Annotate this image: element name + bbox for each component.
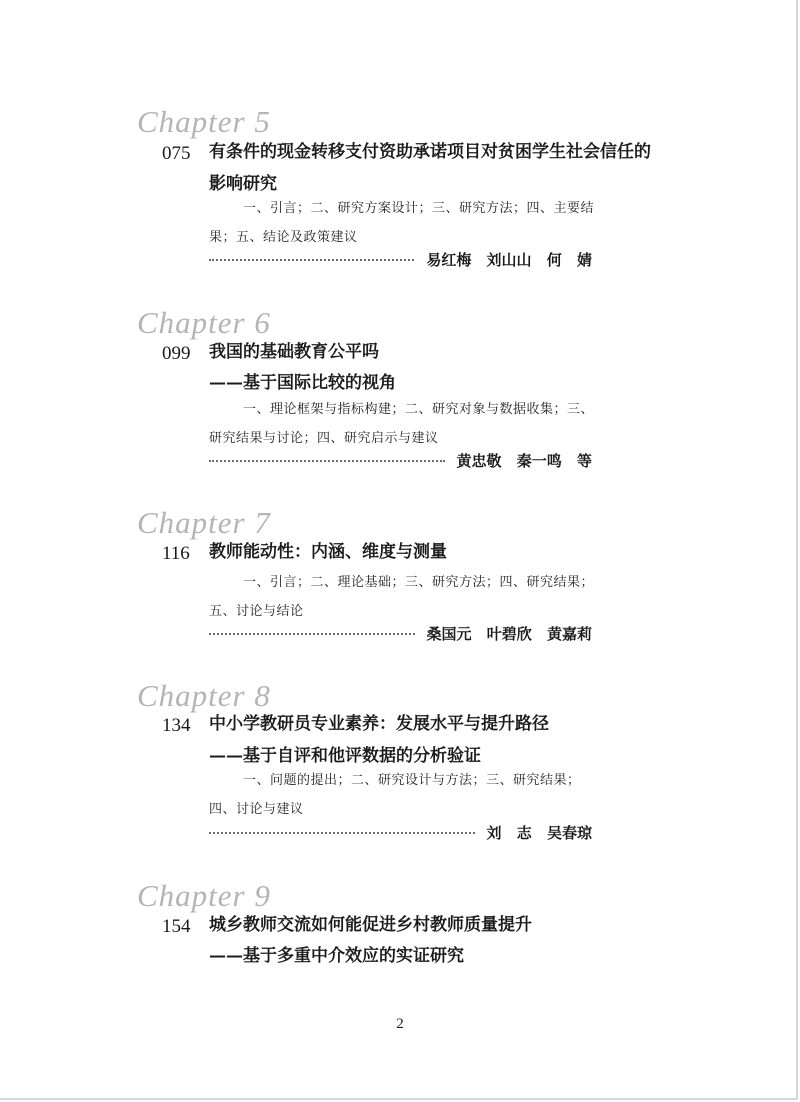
chapter-page-number: 134 — [162, 715, 191, 736]
chapter-label: Chapter 6 — [137, 305, 271, 340]
chapter-page-number: 099 — [162, 343, 191, 364]
page-number: 2 — [396, 1016, 404, 1032]
dot-leader — [209, 259, 414, 261]
chapter-sections: 一、理论框架与指标构建；二、研究对象与数据收集；三、研究结果与讨论；四、研究启示与建议 — [209, 402, 595, 446]
author-line — [209, 249, 592, 269]
chapter-page-number: 075 — [162, 143, 191, 164]
chapter-title: 城乡教师交流如何能促进乡村教师质量提升 — [209, 915, 532, 935]
dot-leader — [209, 633, 415, 635]
chapter-authors: 易红梅 刘山山 何 婧 — [426, 250, 592, 269]
chapter-label: Chapter 9 — [137, 878, 271, 913]
author-line — [209, 623, 592, 643]
chapter-title: 中小学教研员专业素养：发展水平与提升路径 — [209, 714, 549, 734]
chapter-title-continued: 影响研究 — [209, 174, 277, 194]
chapter-title: 有条件的现金转移支付资助承诺项目对贫困学生社会信任的 — [209, 142, 651, 162]
chapter-subtitle: ——基于自评和他评数据的分析验证 — [209, 746, 481, 766]
chapter-label: Chapter 7 — [137, 505, 271, 540]
chapter-authors: 刘 志 吴春琼 — [486, 823, 592, 842]
chapter-label: Chapter 8 — [137, 678, 271, 713]
chapter-sections: 一、问题的提出；二、研究设计与方法；三、研究结果；四、讨论与建议 — [209, 773, 581, 817]
chapter-title: 我国的基础教育公平吗 — [209, 342, 379, 362]
chapter-subtitle: ——基于国际比较的视角 — [209, 373, 396, 393]
chapter-subtitle: ——基于多重中介效应的实证研究 — [209, 946, 464, 966]
chapter-sections: 一、引言；二、理论基础；三、研究方法；四、研究结果；五、讨论与结论 — [209, 575, 595, 619]
dot-leader — [209, 460, 445, 462]
chapter-title: 教师能动性：内涵、维度与测量 — [209, 542, 447, 562]
chapter-sections: 一、引言；二、研究方案设计；三、研究方法；四、主要结果；五、结论及政策建议 — [209, 201, 595, 245]
author-line — [209, 450, 592, 470]
author-line — [209, 822, 592, 842]
chapter-label: Chapter 5 — [137, 104, 271, 139]
chapter-authors: 黄忠敬 秦一鸣 等 — [456, 451, 592, 470]
chapter-page-number: 116 — [162, 543, 190, 564]
chapter-page-number: 154 — [162, 916, 191, 937]
dot-leader — [209, 832, 475, 834]
chapter-authors: 桑国元 叶碧欣 黄嘉莉 — [426, 624, 592, 643]
